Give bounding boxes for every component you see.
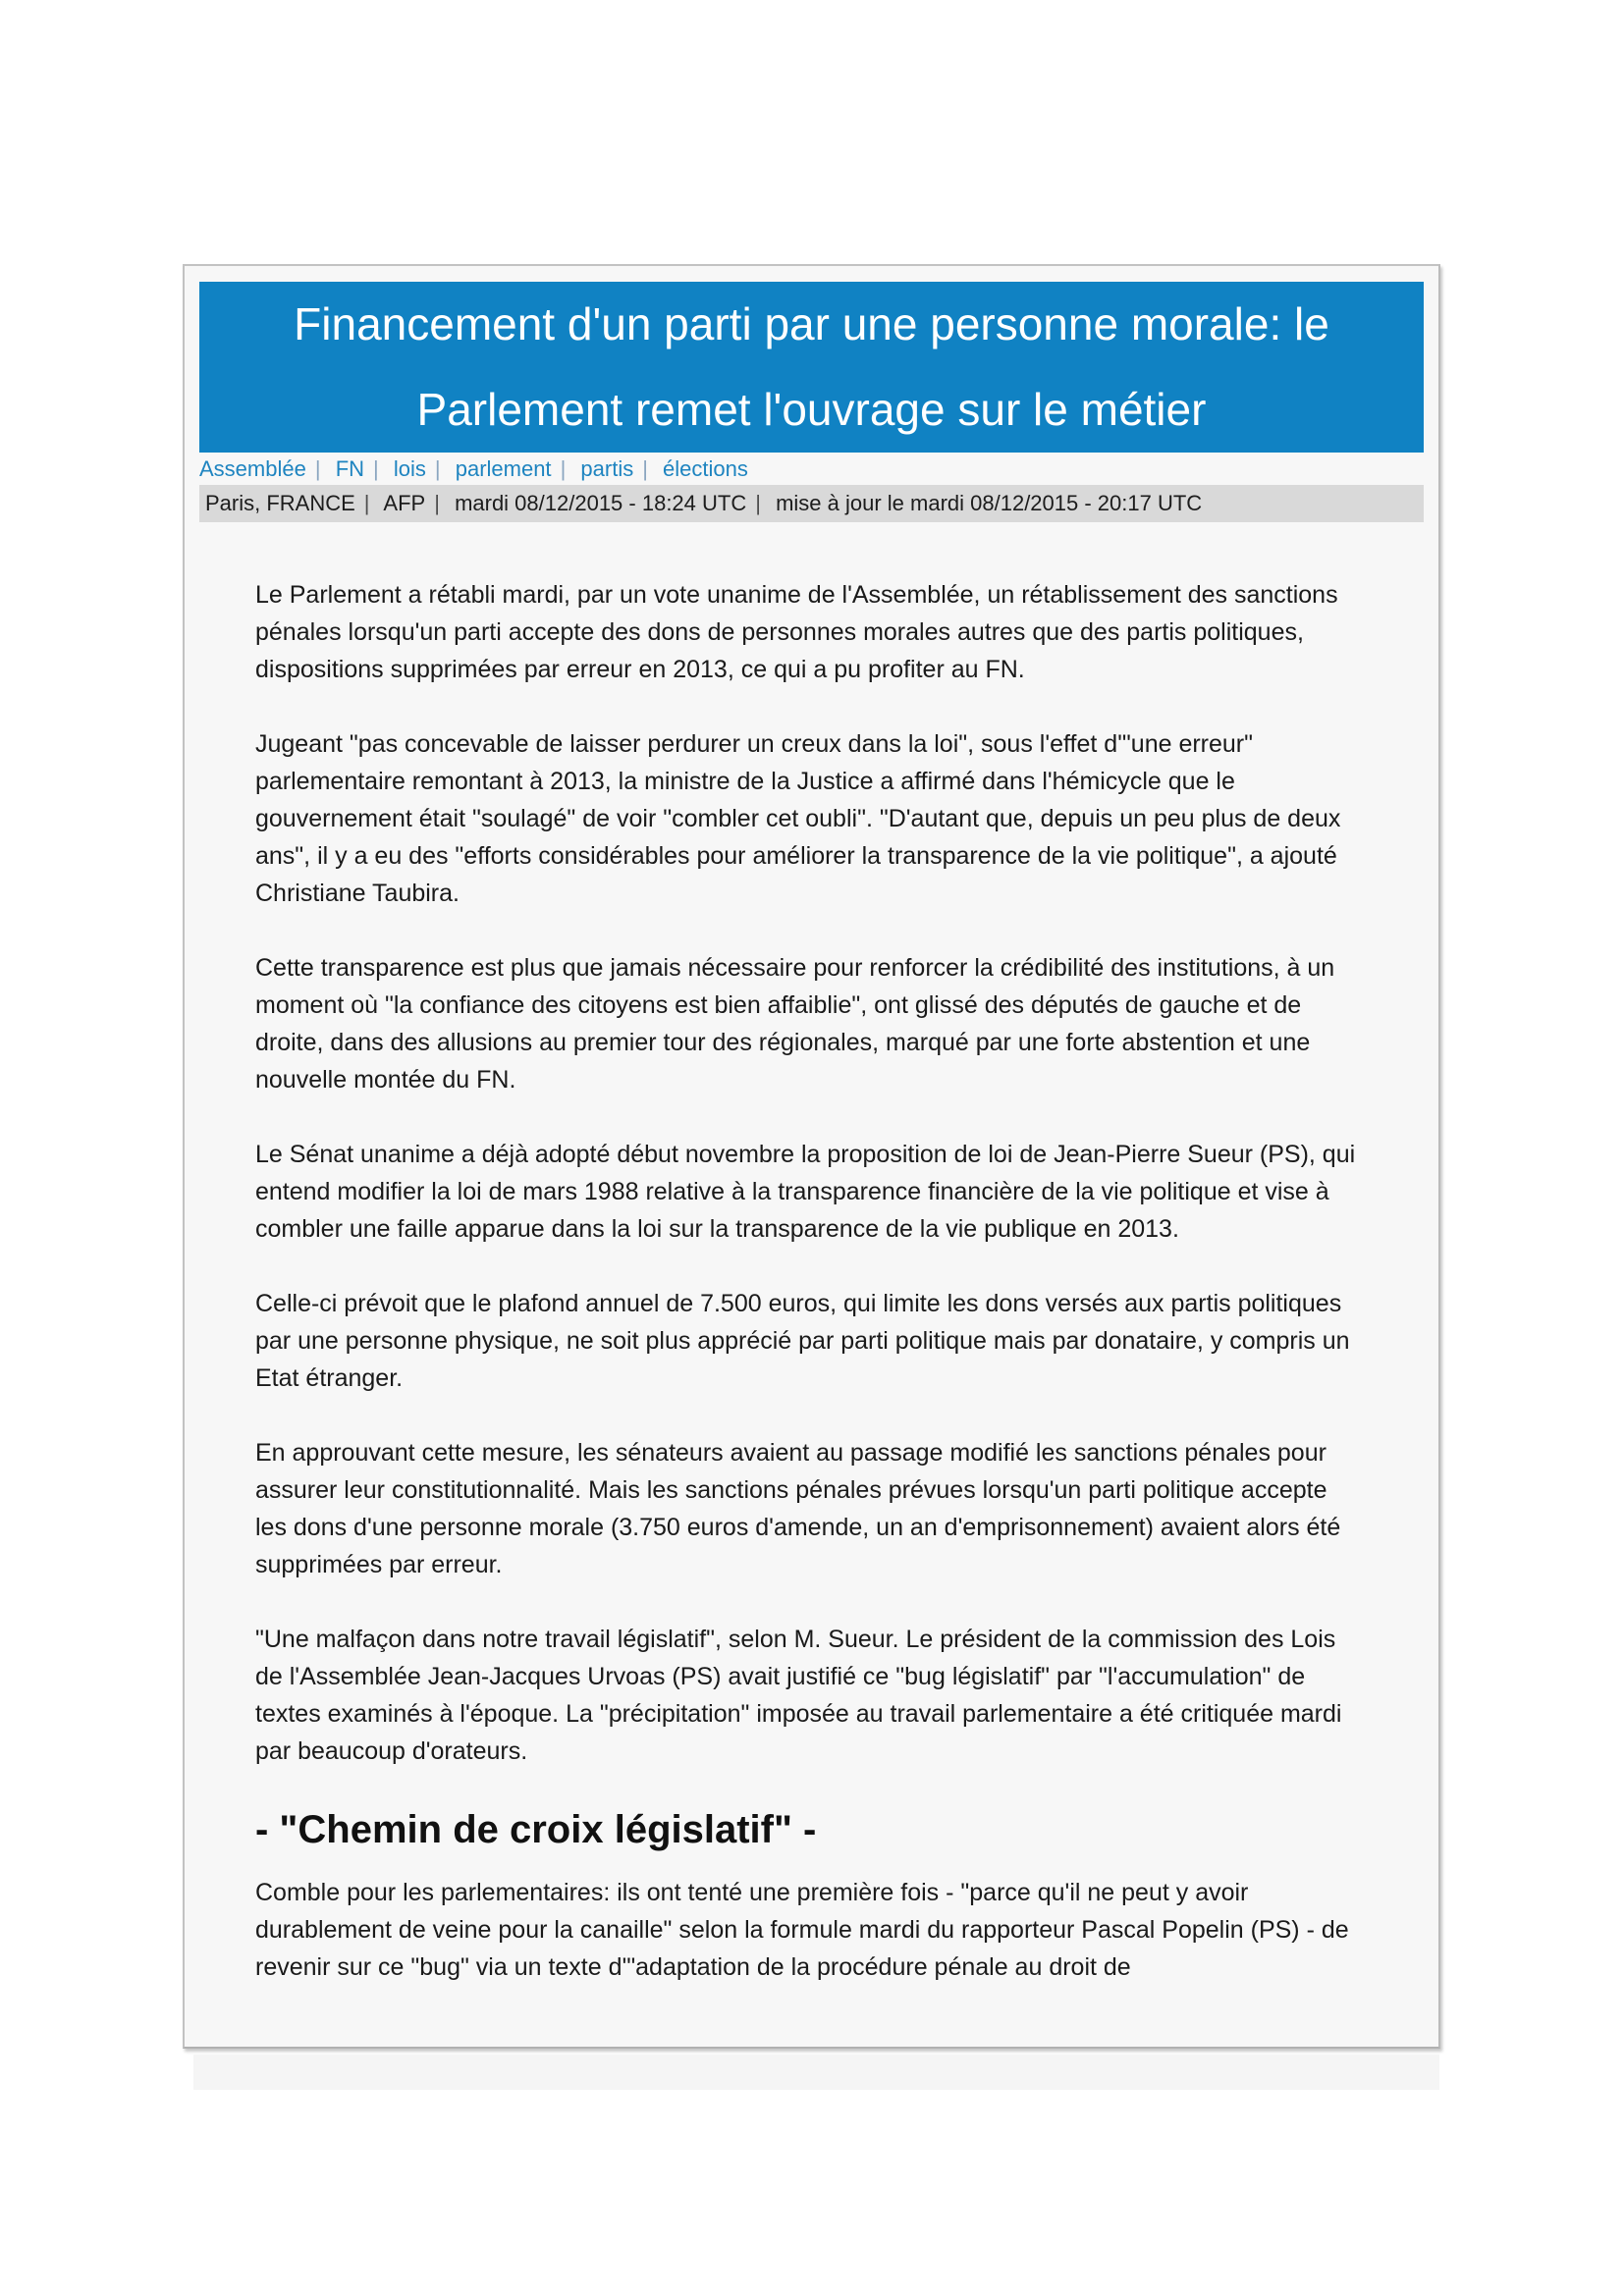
tag-item	[336, 456, 388, 481]
tag-separator: |	[314, 456, 321, 481]
section-heading: - "Chemin de croix législatif" -	[255, 1808, 817, 1851]
meta-text: AFP	[383, 491, 426, 515]
tag-links-row	[199, 455, 1424, 483]
meta-item	[455, 491, 770, 515]
tag-item	[394, 456, 450, 481]
meta-bar	[199, 485, 1424, 522]
tag-item	[580, 456, 657, 481]
article-title-banner	[199, 282, 1424, 453]
meta-item	[383, 491, 449, 515]
article-closing-paragraph: Comble pour les parlementaires: ils ont tenté une première fois - "parce qu'il ne peut y avoir durablement de veine pour la canaille" selon la formule mardi du rapporteur Pascal Popelin (PS) - de revenir sur ce "bug" via un texte d'"adaptation de la procédure pénale au droit de	[255, 1879, 1349, 1981]
article-paragraph: Cette transparence est plus que jamais nécessaire pour renforcer la crédibilité des institutions, à un moment où "la confiance des citoyens est bien affaiblie", ont glissé des députés de gauche et de droite, dans des allusions au premier tour des régionales, marqué par une forte abstention et une nouvelle montée du FN.	[255, 954, 1335, 1094]
tag-separator: |	[434, 456, 441, 481]
tag-link[interactable]: FN	[335, 456, 365, 481]
article-paragraph: Jugeant "pas concevable de laisser perdurer un creux dans la loi", sous l'effet d'"une erreur" parlementaire remontant à 2013, la ministre de la Justice a affirmé dans l'hémicycle que le gouvernement était "soulagé" de voir "combler cet oubli". "D'autant que, depuis un peu plus de deux ans", il y a eu des "efforts considérables pour améliorer la transparence de la vie politique", a ajouté Christiane Taubira.	[255, 730, 1341, 907]
tag-link[interactable]: partis	[580, 456, 634, 481]
meta-separator: |	[755, 491, 761, 515]
article-paragraph: "Une malfaçon dans notre travail législatif", selon M. Sueur. Le président de la commission des Lois de l'Assemblée Jean-Jacques Urvoas (PS) avait justifié ce "bug législatif" par "l'accumulation" de textes examinés à l'époque. La "précipitation" imposée au travail parlementaire a été critiquée mardi par beaucoup d'orateurs.	[255, 1626, 1342, 1765]
tag-link[interactable]: lois	[393, 456, 426, 481]
tag-separator: |	[642, 456, 648, 481]
paragraph-list	[255, 576, 1365, 1770]
tag-link[interactable]: parlement	[455, 456, 552, 481]
article-body	[199, 522, 1424, 2006]
article-paragraph: Le Parlement a rétabli mardi, par un vote unanime de l'Assemblée, un rétablissement des sanctions pénales lorsqu'un parti accepte des dons de personnes morales autres que des partis politiques, dispositions supprimées par erreur en 2013, ce qui a pu profiter au FN.	[255, 581, 1338, 683]
article-paragraph: En approuvant cette mesure, les sénateurs avaient au passage modifié les sanctions pénales pour assurer leur constitutionnalité. Mais les sanctions pénales prévues lorsqu'un parti politique accepte les dons d'une personne morale (3.750 euros d'amende, un an d'emprisonnement) avaient alors été supprimées par erreur.	[255, 1439, 1341, 1578]
tag-item	[663, 456, 766, 481]
meta-text: Paris, FRANCE	[205, 491, 355, 515]
tag-link[interactable]: élections	[663, 456, 748, 481]
meta-text: mise à jour le mardi 08/12/2015 - 20:17 UTC	[776, 491, 1203, 515]
tag-link[interactable]: Assemblée	[199, 456, 306, 481]
meta-separator: |	[434, 491, 440, 515]
article-paragraph: Celle-ci prévoit que le plafond annuel de 7.500 euros, qui limite les dons versés aux partis politiques par une personne physique, ne soit plus apprécié par parti politique mais par donataire, y compris un Etat étranger.	[255, 1290, 1350, 1392]
page-title: Financement d'un parti par une personne morale: le Parlement remet l'ouvrage sur le métier	[294, 298, 1329, 435]
meta-item	[205, 491, 379, 515]
tag-separator: |	[373, 456, 379, 481]
meta-item	[776, 491, 1219, 515]
article-paragraph: Le Sénat unanime a déjà adopté début novembre la proposition de loi de Jean-Pierre Sueur (PS), qui entend modifier la loi de mars 1988 relative à la transparence financière de la vie politique et vise à combler une faille apparue dans la loi sur la transparence de la vie publique en 2013.	[255, 1141, 1356, 1243]
tag-separator: |	[560, 456, 567, 481]
meta-separator: |	[363, 491, 370, 515]
tag-item	[199, 456, 330, 481]
tag-item	[456, 456, 575, 481]
footer-strip	[193, 2055, 1439, 2090]
meta-text: mardi 08/12/2015 - 18:24 UTC	[455, 491, 747, 515]
article-page	[183, 264, 1440, 2049]
